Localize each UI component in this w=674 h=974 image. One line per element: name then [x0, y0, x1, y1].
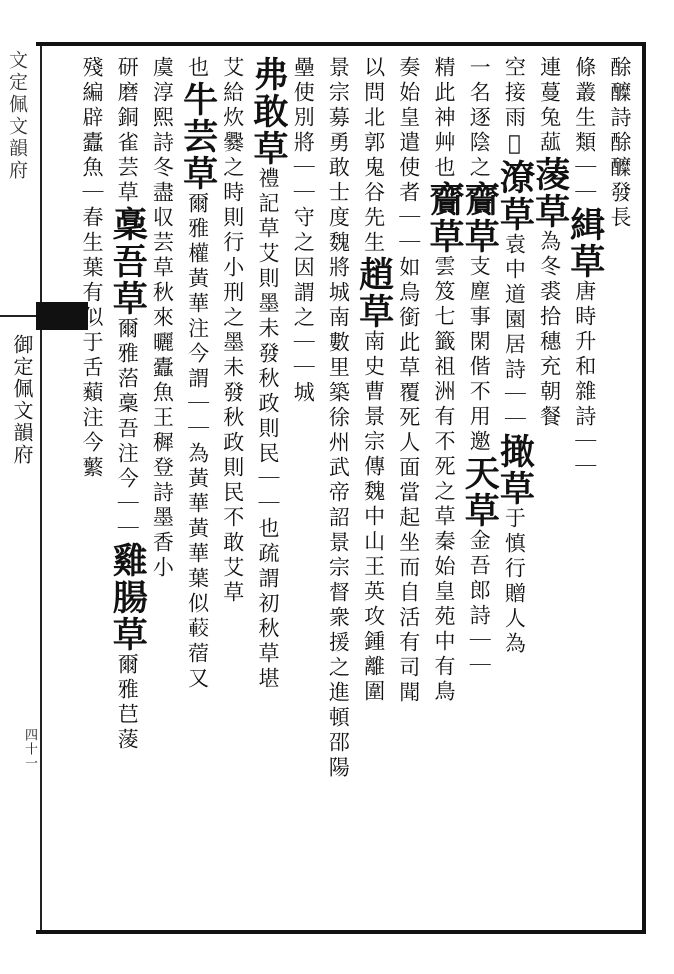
entry-text: 也 — [185, 56, 210, 81]
entry-text: 雲笈七籤祖洲有不死之草秦始皇苑中有鳥 — [432, 255, 456, 705]
entry-headword: 齎草 — [459, 181, 501, 255]
entry-text: 爾雅菭稾吾注今｜｜ — [115, 317, 140, 542]
entry-text: 支塵事閑偕不用邀 — [467, 255, 492, 455]
entry-headword: 弗敢草 — [248, 56, 289, 167]
entry-text: 爾雅𦬊蔆 — [115, 653, 140, 753]
entry-text: 如烏銜此草覆死人面當起坐而自活有司聞 — [396, 256, 421, 706]
entry-headword: 牛芸草 — [177, 81, 219, 192]
entry-text: ｜春生葉有似于舌 — [80, 181, 104, 381]
entry-text: 景宗募勇敢士度魏將城南數里築 — [326, 56, 351, 406]
entry-headword: 稾吾草 — [107, 206, 149, 317]
entry-headword: 雞腸草 — [107, 542, 149, 653]
gutter-rule — [40, 46, 42, 930]
entry-headword: 潦草 — [494, 159, 536, 233]
entry-text: 虞淳熙詩冬盡収芸草秋來曬蠹魚王穉登詩墨香小 — [150, 56, 175, 581]
entry-text: 研磨銅雀芸草 — [115, 56, 140, 206]
entry-text: 徐州武帝詔景宗督衆援之進頓邵陽 — [326, 406, 351, 781]
entry-headword: 趙草 — [353, 256, 395, 330]
entry-text: 艾給炊爨之時則行小刑之墨未發秋政則民不敢艾草 — [220, 56, 245, 606]
entry-text: 以問北郭鬼谷先生 — [361, 56, 386, 256]
entry-text: 連蔓兔𦸈 — [537, 56, 562, 156]
entry-text: 為冬裘拾穗充朝餐 — [537, 230, 562, 430]
book-title: 御定佩文韻府 — [10, 334, 34, 466]
gutter-top-text: 文定佩文韻府 — [6, 50, 28, 182]
text-column — [70, 56, 114, 916]
page-border-right — [642, 42, 646, 934]
entry-text: 金吾郎詩｜｜ — [467, 529, 492, 679]
entry-text: 酴醾詩酴醾發長 — [608, 56, 632, 231]
entry-text: 禮記草艾則墨未發秋政則民｜｜也疏謂初秋草堪 — [256, 167, 280, 692]
entry-text: 南史曹景宗傳魏中山王英攻鍾離圍 — [361, 330, 386, 705]
entry-text: 于慎行贈人為 — [502, 507, 527, 657]
entry-headword: 蓤草 — [529, 156, 571, 230]
page-border-top — [36, 42, 646, 46]
entry-text: 唐時升和雜詩｜｜ — [572, 280, 597, 480]
entry-headword: 天草 — [459, 455, 501, 529]
entry-text: 爾雅權黃華注今謂｜｜為黃華黃華葉似𦽨蓿又 — [185, 192, 210, 692]
entry-headword: 緝草 — [564, 206, 606, 280]
entry-text: 一名逐陰之 — [467, 56, 492, 181]
entry-text: 殘編辟蠹魚 — [80, 56, 104, 181]
entry-text: 空接雨𦶜 — [502, 56, 527, 159]
page-border-bottom — [36, 930, 646, 934]
entry-headword: 撖草 — [494, 433, 536, 507]
entry-headword: 齎草 — [424, 181, 465, 255]
entry-text: 壘使別將｜｜守之因謂之｜｜城 — [291, 56, 316, 406]
entry-text: 精此神艸也 — [432, 56, 456, 181]
page-number: 四十一 — [22, 728, 37, 770]
entry-text: 條叢生類｜｜ — [572, 56, 597, 206]
entry-text: 袁中道園居詩｜｜ — [502, 233, 527, 433]
entry-text: 奏始皇遣使者｜｜ — [396, 56, 421, 256]
entry-text: 蘱注今蘩 — [80, 381, 104, 481]
